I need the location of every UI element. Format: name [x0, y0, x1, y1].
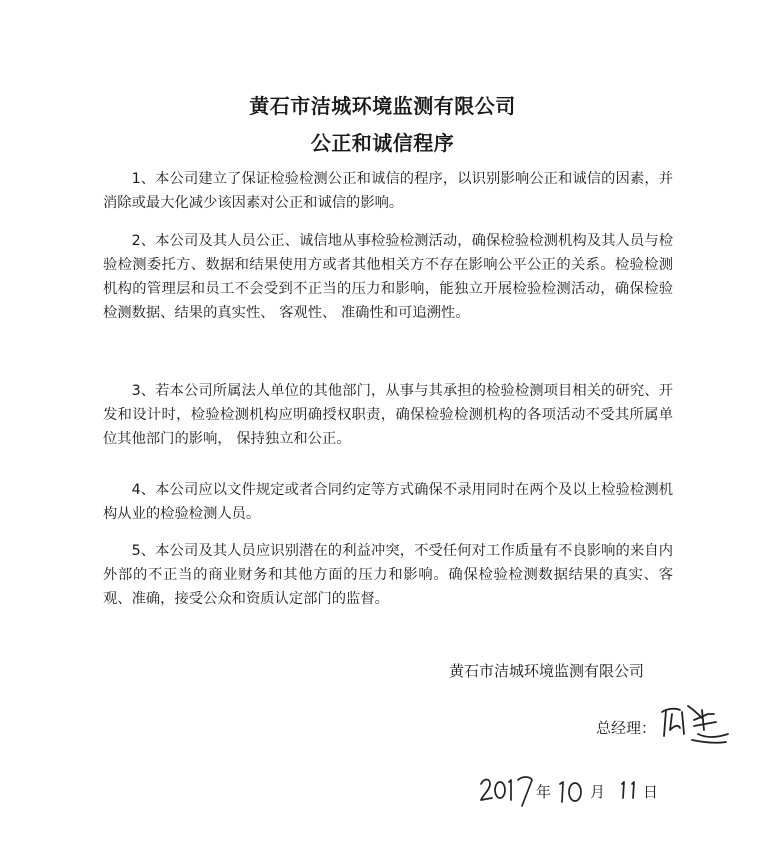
paragraph-4 — [103, 478, 673, 526]
date-year-handwritten — [478, 770, 536, 810]
date-day-label: 日 — [643, 783, 659, 801]
paragraph-3-text: 3、若本公司所属法人单位的其他部门，从事与其承担的检验检测项目相关的研究、开发和设计时，检验检测机构应明确授权职责，确保检验检测机构的各项活动不受其所属单位其他部门的影响， 保持独立和公正。 — [103, 383, 673, 447]
date-month-label: 月 — [590, 783, 606, 801]
paragraph-5-text: 5、本公司及其人员应识别潜在的利益冲突，不受任何对工作质量有不良影响的来自内外部的不正当的商业财务和其他方面的压力和影响。确保检验检测数据结果的真实、客观、准确，接受公众和资质认定部门的监督。 — [103, 543, 673, 607]
paragraph-2 — [103, 229, 673, 325]
date-month-handwritten — [556, 776, 588, 806]
date-year-label: 年 — [536, 783, 552, 801]
company-heading: 黄石市洁城环境监测有限公司 — [249, 94, 516, 118]
paragraph-3 — [103, 379, 673, 451]
paragraph-2-text: 2、本公司及其人员公正、诚信地从事检验检测活动，确保检验检测机构及其人员与检验检测委托方、数据和结果使用方或者其他相关方不存在影响公平公正的关系。检验检测机构的管理层和员工不会受到不正当的压力和影响，能独立开展检验检测活动，确保检验检测数据、结果的真实性、 客观性、 准确性和可追溯性。 — [103, 233, 673, 321]
paragraph-5 — [103, 539, 673, 611]
document-title: 公正和诚信程序 — [310, 131, 455, 155]
paragraph-1-text: 1、本公司建立了保证检验检测公正和诚信的程序，以识别影响公正和诚信的因素，并消除或最大化减少该因素对公正和诚信的影响。 — [103, 171, 673, 211]
signature-image — [658, 700, 730, 748]
paragraph-4-text: 4、本公司应以文件规定或者合同约定等方式确保不录用同时在两个及以上检验检测机构从业的检验检测人员。 — [103, 482, 673, 522]
footer-company: 黄石市洁城环境监测有限公司 — [449, 662, 645, 680]
manager-label: 总经理： — [596, 719, 657, 737]
paragraph-1 — [103, 167, 673, 215]
date-day-handwritten — [618, 778, 640, 802]
